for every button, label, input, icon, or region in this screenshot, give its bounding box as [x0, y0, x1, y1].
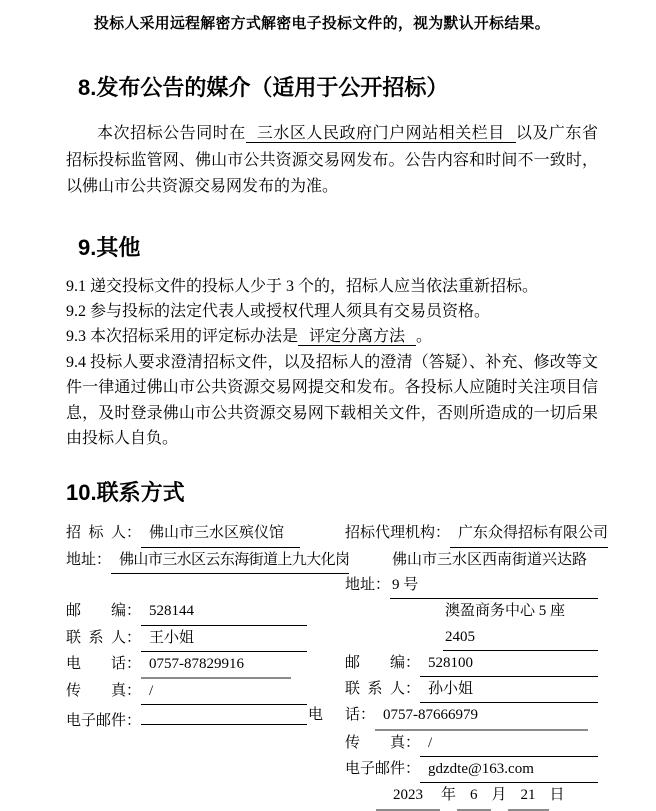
- agency-address-line2: 澳盈商务中心 5 座 2405: [443, 599, 598, 651]
- section-10-heading: 10.联系方式: [66, 480, 185, 506]
- agency-email-row: [345, 757, 598, 783]
- tenderer-phone-label: 电 话：: [66, 655, 142, 672]
- agency-fax-label: 传 真：: [345, 734, 421, 751]
- agency-contact-value: 孙小姐: [420, 677, 598, 703]
- item-9-3-suffix: 。: [416, 328, 433, 346]
- agency-email-value: gdzdte@163.com: [420, 757, 598, 783]
- agency-value: 广东众得招标有限公司: [450, 521, 608, 547]
- tenderer-email-label: 电子邮件：: [66, 713, 142, 730]
- agency-column: [308, 521, 609, 810]
- tenderer-value: 佛山市三水区殡仪馆: [141, 521, 300, 547]
- tenderer-phone-value: 0757-87829916: [141, 652, 291, 679]
- item-9-2: 9.2 参与投标的法定代表人或授权代理人须具有交易员资格。: [66, 302, 491, 320]
- section-8-text-prefix: 本次招标公告同时在: [97, 125, 246, 142]
- tenderer-fax-label: 传 真：: [66, 683, 142, 700]
- item-9-3: [66, 324, 598, 349]
- agency-label: 招标代理机构：: [345, 525, 451, 542]
- agency-phone-label-dian: 电: [308, 707, 324, 724]
- item-9-3-prefix: 9.3 本次招标采用的评定标办法是: [66, 328, 299, 346]
- tenderer-address-value: 佛山市三水区云东海街道上九大化岗: [111, 548, 349, 574]
- tenderer-contact-label: 联 系 人：: [66, 629, 142, 646]
- date-row: [345, 783, 598, 810]
- agency-fax-value: /: [420, 731, 598, 757]
- tenderer-address-label: 地址：: [66, 551, 112, 568]
- agency-phone-row: [308, 703, 598, 730]
- tenderer-contact-value: 王小姐: [141, 626, 307, 652]
- tenderer-row: [66, 521, 345, 547]
- agency-contact-label: 联 系 人：: [345, 681, 421, 698]
- date-day-value: 21: [508, 783, 549, 810]
- agency-email-label: 电子邮件：: [345, 761, 421, 778]
- announcement-website-underlined: 三水区人民政府门户网站相关栏目: [246, 125, 516, 143]
- section-8-heading: 8.发布公告的媒介（适用于公开招标）: [78, 75, 449, 100]
- left-column-spacer: [66, 574, 345, 599]
- date-day-unit: 日: [549, 787, 565, 804]
- tenderer-fax-value: /: [141, 679, 307, 705]
- section-9-heading: 9.其他: [78, 234, 141, 260]
- item-9-4: 9.4 投标人要求澄清招标文件，以及招标人的澄清（答疑）、补充、修改等文件一律通过佛山市公共资源交易网提交和发布。各投标人应随时关注项目信息，及时登录佛山市公共资源交易网下载相关文件，否则所造成的一切后果由投标人自负。: [66, 353, 598, 447]
- contact-section: [66, 521, 609, 810]
- agency-zip-row: [345, 651, 598, 677]
- date-month-value: 6: [457, 783, 491, 810]
- tenderer-email-row: [66, 705, 345, 734]
- date-year-unit: 年: [441, 787, 457, 804]
- agency-contact-row: [345, 677, 598, 703]
- agency-fax-row: [345, 731, 598, 757]
- tenderer-fax-row: [66, 679, 345, 705]
- agency-phone-label: 话：: [345, 707, 376, 724]
- tenderer-address-row: [66, 548, 350, 574]
- agency-address-line1: 佛山市三水区西南街道兴达路 9 号: [390, 548, 598, 600]
- agency-address-lines: [390, 548, 598, 651]
- tenderer-contact-row: [66, 626, 345, 652]
- agency-address-row: [345, 548, 598, 651]
- tenderer-zip-value: 528144: [141, 599, 307, 625]
- agency-row: [345, 521, 609, 547]
- agency-address-label: 地址：: [345, 576, 391, 593]
- section-8-text-suffix: 以及广东省招标投标监管网、佛山市公共资源交易网发布。公告内容和时间不一致时，以佛山市公共资源交易网发布的为准。: [66, 125, 598, 195]
- evaluation-method-underlined: 评定分离方法: [298, 328, 416, 346]
- date-month-unit: 月: [491, 787, 507, 804]
- agency-zip-label: 邮 编：: [345, 654, 421, 671]
- tenderer-zip-label: 邮 编：: [66, 603, 142, 620]
- agency-phone-value: 0757-87666979: [375, 703, 588, 730]
- remote-decrypt-note: 投标人采用远程解密方式解密电子投标文件的，视为默认开标结果。: [94, 16, 550, 32]
- tenderer-label: 招 标 人：: [66, 525, 142, 542]
- section-8-paragraph: [66, 121, 598, 201]
- tenderer-phone-row: [66, 652, 345, 679]
- tenderer-column: [66, 521, 350, 810]
- date-year-value: 2023: [376, 783, 440, 810]
- tenderer-email-value: [141, 705, 307, 725]
- section-9-items: [66, 274, 598, 452]
- agency-zip-value: 528100: [420, 651, 598, 677]
- item-9-1: 9.1 递交投标文件的投标人少于 3 个的，招标人应当依法重新招标。: [66, 277, 539, 295]
- tenderer-zip-row: [66, 599, 345, 625]
